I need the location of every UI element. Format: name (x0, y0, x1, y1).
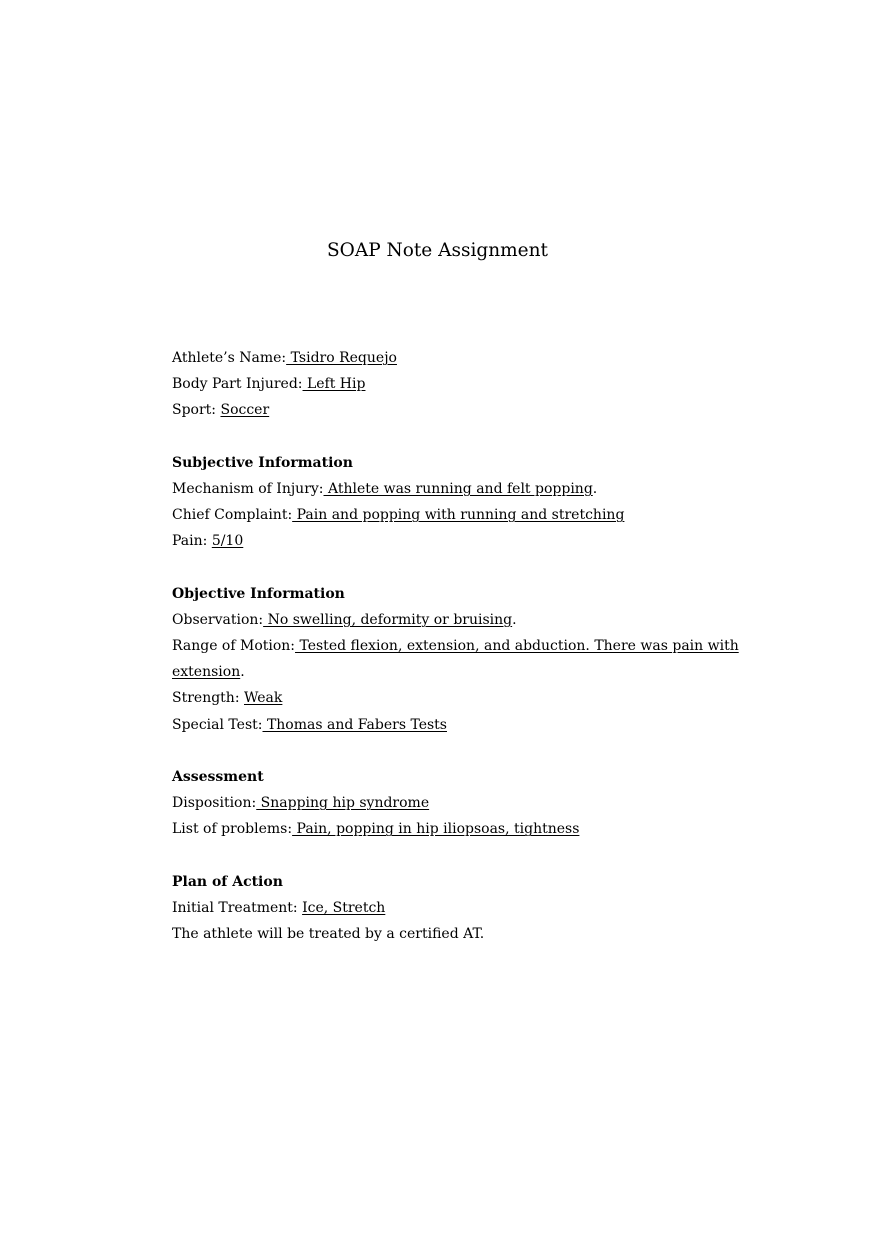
document-body (172, 345, 739, 947)
observation-period: . (512, 611, 517, 628)
spacer (172, 555, 692, 581)
body-part-line (172, 371, 692, 397)
range-of-motion-label: Range of Motion: (172, 638, 296, 655)
spacer (172, 424, 692, 450)
initial-treatment-line (172, 895, 692, 921)
mechanism-value: Athlete was running and felt popping (323, 480, 593, 497)
problems-line (172, 816, 692, 842)
disposition-line (172, 790, 692, 816)
sport-label: Sport: (172, 402, 217, 419)
athlete-name-value: Tsidro Requejo (286, 350, 397, 366)
mechanism-line (172, 476, 692, 502)
document-title: SOAP Note Assignment (327, 240, 548, 261)
initial-treatment-label: Initial Treatment: (172, 899, 298, 916)
range-of-motion-value-cont: extension (172, 664, 241, 681)
pain-label: Pain: (172, 533, 208, 550)
mechanism-label: Mechanism of Injury: (172, 480, 324, 497)
problems-value: Pain, popping in hip iliopsoas, tightness (292, 821, 580, 838)
pain-value: 5/10 (211, 533, 244, 550)
initial-treatment-value: Ice, Stretch (302, 899, 386, 916)
problems-label: List of problems: (172, 821, 293, 838)
range-of-motion-line (172, 633, 739, 659)
chief-complaint-label: Chief Complaint: (172, 507, 293, 524)
chief-complaint-line (172, 502, 692, 528)
strength-value: Weak (244, 690, 283, 707)
range-of-motion-continued (172, 659, 692, 685)
chief-complaint-value: Pain and popping with running and stretching (292, 507, 625, 524)
spacer (172, 738, 692, 764)
athlete-name-line (172, 345, 692, 371)
sport-value: Soccer (220, 402, 270, 419)
range-of-motion-period: . (240, 664, 245, 681)
objective-heading: Objective Information (172, 585, 345, 602)
disposition-value: Snapping hip syndrome (256, 795, 430, 812)
observation-label: Observation: (172, 611, 264, 628)
pain-line (172, 528, 692, 554)
body-part-label: Body Part Injured: (172, 376, 303, 393)
mechanism-period: . (592, 480, 598, 497)
disposition-label: Disposition: (172, 795, 257, 812)
spacer (172, 843, 692, 869)
plan-heading: Plan of Action (172, 873, 283, 890)
special-test-label: Special Test: (172, 716, 263, 733)
range-of-motion-value: Tested flexion, extension, and abduction. There was pain with (295, 638, 739, 655)
observation-line (172, 607, 692, 633)
special-test-value: Thomas and Fabers Tests (262, 716, 447, 733)
closing-statement: The athlete will be treated by a certified AT. (172, 926, 485, 943)
body-part-value: Left Hip (302, 376, 366, 393)
assessment-heading: Assessment (172, 769, 264, 785)
strength-label: Strength: (172, 690, 240, 707)
sport-line (172, 397, 692, 423)
subjective-heading: Subjective Information (172, 454, 353, 471)
athlete-name-label: Athlete’s Name: (172, 350, 287, 366)
strength-line (172, 685, 692, 711)
special-test-line (172, 712, 692, 738)
observation-value: No swelling, deformity or bruising (263, 611, 513, 628)
